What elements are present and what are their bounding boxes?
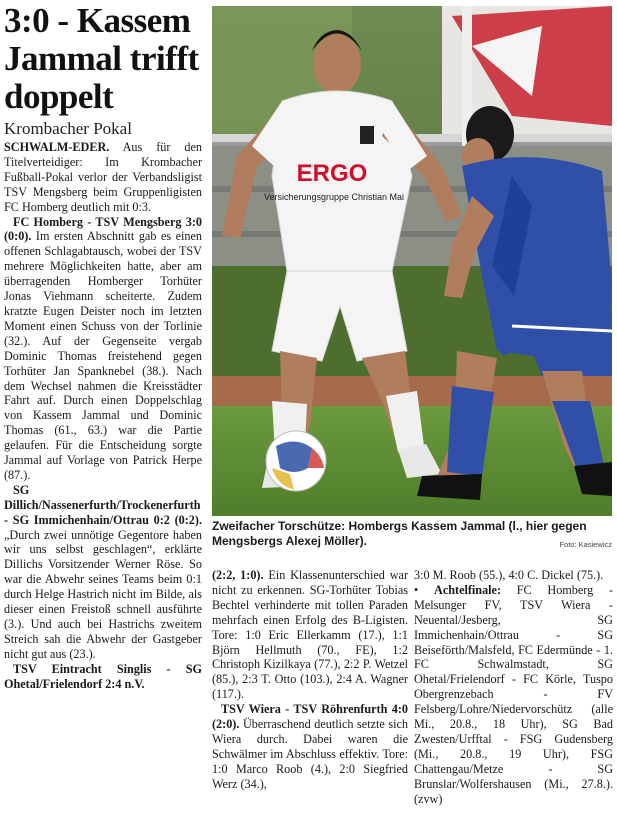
match-report-homberg: [4, 215, 202, 483]
article-column-3: [414, 568, 613, 826]
match-heading-homberg: FC Homberg - TSV Mengsberg 3:0 (0:0).: [4, 214, 202, 244]
match-heading-dillich: SG Dillich/Nassenerfurth/Trockenerfurth - SG Immichenhain/Ottrau 0:2 (0:2).: [4, 482, 202, 527]
match-heading-singlis: TSV Eintracht Singlis - SG Ohetal/Frielendorf 2:4 n.V.: [4, 661, 202, 691]
singlis-continuation: [212, 568, 408, 702]
bullet: •: [414, 582, 419, 597]
jersey-sponsor: ERGO: [296, 160, 368, 187]
photo-caption: Zweifacher Torschütze: Hombergs Kassem Jammal (l., hier gegen Mengsbergs Alexej Möller).: [212, 519, 587, 548]
photo-credit: Foto: Kasiewicz: [559, 540, 612, 549]
headline: 3:0 - Kassem Jammal trifft doppelt: [4, 1, 199, 116]
lead-text: Aus für den Titelverteidiger: Im Krombacher Fußball-Pokal verlor der Verbandsligist TSV Mengsberg beim Gruppenligisten FC Homberg deutlich mit 0:3.: [4, 140, 202, 214]
jersey-subtext: Versicherungsgruppe Christian Mai: [263, 192, 405, 202]
match-text-wiera: Überraschend deutlich setzte sich Wiera durch. Dabei waren die Schwälmer im Abschluss effektiv. Tore: 1:0 Marco Roob (4.), 2:0 Siegfried Werz (34.),: [212, 717, 408, 791]
round-of-16-heading: Achtelfinale:: [434, 582, 502, 597]
match-report-dillich: [4, 483, 202, 662]
photo-illustration: [212, 6, 612, 516]
match-text-homberg: Im ersten Abschnitt gab es einen offenen Schlagabtausch, wobei der TSV mehrere Möglichkeiten hatte, aber am überragenden Homberger Torhüter Jonas Viehmann scheiterte. Zudem kratzte Eugen Deister noch im letzten Moment einen Schuss von der Torlinie (32.). Auf der Gegenseite vergab Dominic Thomas freistehend gegen Torhüter Jan Spanknebel (38.). Nach dem Wechsel nahmen die Kreisstädter Fahrt auf. Durch einen Doppelschlag von Kassem Jammal und Dominic Thomas (61., 63.) war die Partie gelaufen. Für die Entscheidung sorgte Jammal auf Vorlage von Patrick Herpe (87.).: [4, 229, 202, 482]
lead-paragraph: [4, 140, 202, 215]
kicker: Krombacher Pokal: [4, 119, 132, 138]
dateline: SCHWALM-EDER.: [4, 140, 110, 154]
match-text-dillich: „Durch zwei unnötige Gegentore haben wir uns selbst geschlagen“, erklärte Dillichs Vorsitzender Werner Röse. So war die Abwehr seines Teams beim 0:1 durch Helge Hastrich nicht im Bilde, als dieser einen Freistoß schnell ausführte (3.). Und auch bei Hastrichs zweitem Streich sah die Abwehr der Gastgeber nicht gut aus (23.).: [4, 527, 202, 661]
article-column-2: [212, 568, 408, 826]
round-of-16-text: FC Homberg - Melsunger FV, TSV Wiera - Neuental/Jesberg, SG Immichenhain/Ottrau - SG Beiseförth/Malsfeld, FC Edermünde - 1. FC Schwalmstadt, SG Ohetal/Frielendorf - FC Körle, Tuspo Obergrenzebach - FV Felsberg/Lohre/Niedervorschütz (alle Mi., 20.8., 18 Uhr), SG Bad Zwesten/Urfftal - FSG Gudensberg (Mi., 20.8., 19 Uhr), FSG Chattengau/Metze - SG Brunslar/Wolfershausen (Mi., 27.8.). (zvw): [414, 582, 613, 806]
singlis-halftime-head: (2:2, 1:0).: [212, 568, 264, 582]
match-report-singlis: [4, 662, 202, 692]
wiera-continuation: 3:0 M. Roob (55.), 4:0 C. Dickel (75.).: [414, 568, 604, 582]
singlis-text: Ein Klassenunterschied war nicht zu erkennen. SG-Torhüter Tobias Bechtel verhinderte mit tollen Paraden mehrfach einen Erfolg des B-Ligisten. Tore: 1:0 Eric Ellerkamm (17.), 1:1 Björn Hellmuth (70., FE), 1:2 Christoph Kizilkaya (77.), 2:2 P. Wetzel (85.), 2:3 T. Otto (103.), 2:4 A. Wagner (117.).: [212, 568, 408, 702]
round-of-16-fixtures: [414, 583, 613, 807]
football: [266, 431, 326, 491]
match-heading-wiera: TSV Wiera - TSV Röhrenfurth 4:0 (2:0).: [212, 702, 408, 732]
match-photo: [212, 6, 612, 516]
match-report-wiera: [212, 702, 408, 791]
article-column-1: [4, 140, 202, 826]
